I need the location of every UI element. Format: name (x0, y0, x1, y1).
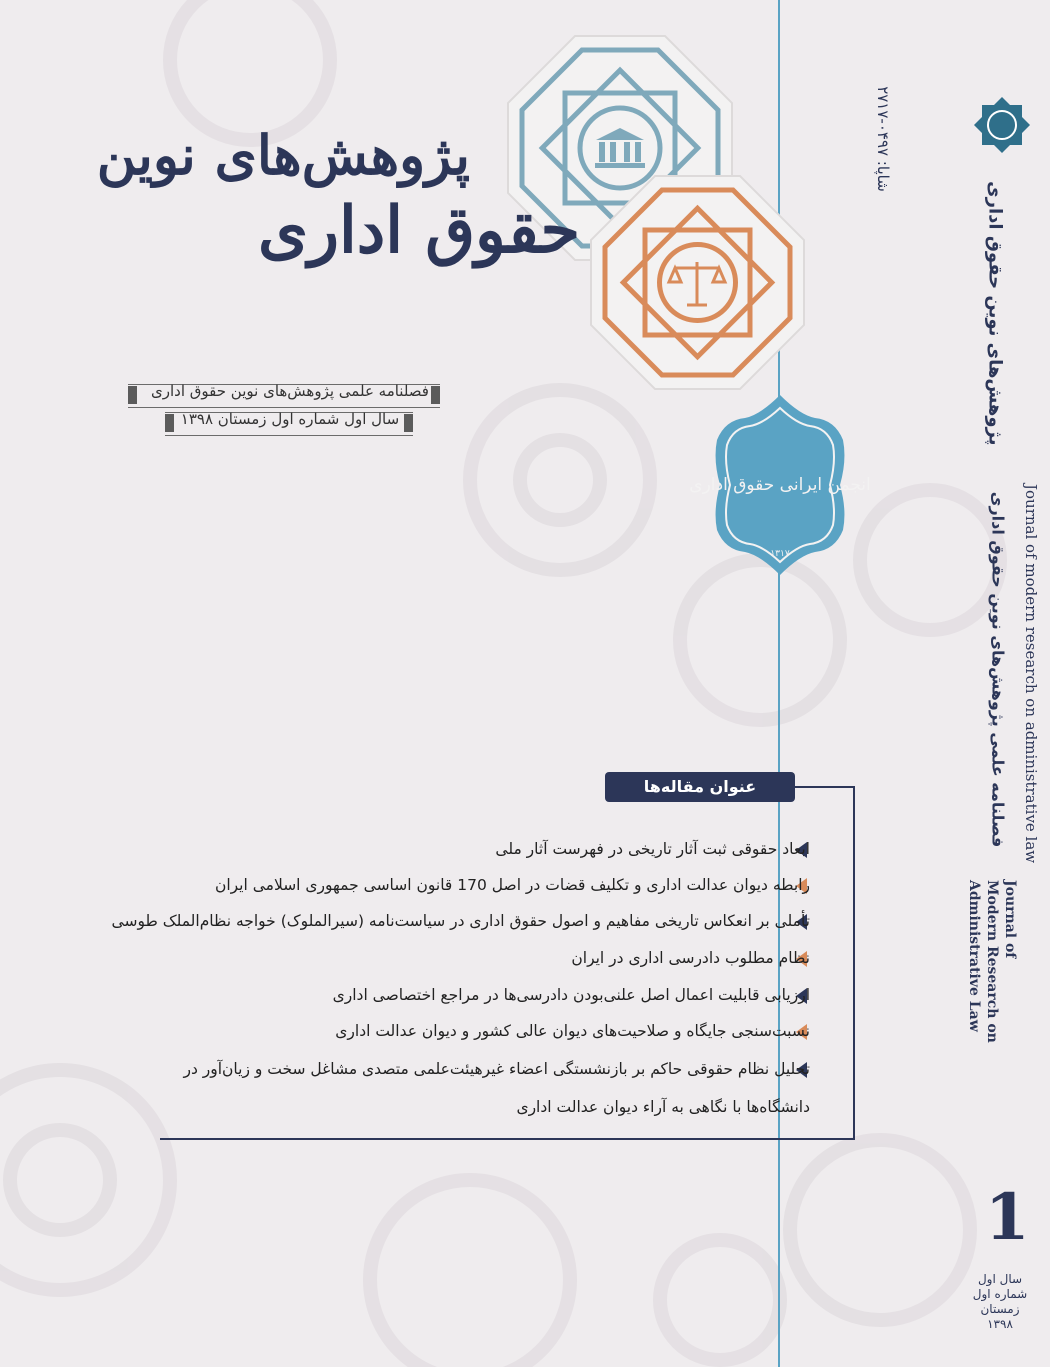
en-journal-line-3: Administrative Law (966, 880, 982, 1032)
journal-title (40, 120, 580, 272)
toc-item: تأملی بر انعکاس تاریخی مفاهیم و اصول حقوق اداری در سیاست‌نامه (سیرالملوک) خواجه نظام‌الملک طوسی (111, 912, 810, 930)
english-journal-mark (960, 880, 1020, 1043)
subtitle-line-2: سال اول شماره اول زمستان ۱۳۹۸ (180, 410, 400, 428)
issue-number: 1 (985, 1180, 1030, 1255)
issue-number-label: شماره اول (972, 1287, 1028, 1301)
spine-english-title: Journal of modern research on administrative law (1022, 484, 1040, 864)
issue-year: سال اول (977, 1272, 1023, 1286)
issue-info (970, 1272, 1030, 1332)
toc-item: ارزیابی قابلیت اعمال اصل علنی‌بودن دادرسی‌ها در مراجع اختصاصی اداری (332, 986, 810, 1004)
badge-year: ۱۳۱۷ (770, 549, 790, 559)
scales-emblem-octagon (585, 170, 810, 395)
toc-item: تحلیل نظام حقوقی حاکم بر بازنشستگی اعضاء غیرهیئت‌علمی متصدی مشاغل سخت و زیان‌آور در (183, 1060, 810, 1078)
badge-text: انجمن ایرانی حقوق اداری (689, 475, 871, 495)
subtitle-line-1: فصلنامه علمی پژوهش‌های نوین حقوق اداری (151, 382, 429, 400)
issn (858, 60, 898, 230)
issue-season: زمستان ۱۳۹۸ (980, 1302, 1020, 1331)
toc-item: نسبت‌سنجی جایگاه و صلاحیت‌های دیوان عالی کشور و دیوان عدالت اداری (335, 1022, 810, 1040)
title-line-2: حقوق اداری (258, 193, 580, 268)
association-logo-small (972, 95, 1032, 155)
title-line-1: پژوهش‌های نوین (96, 123, 470, 187)
toc-frame-right (853, 786, 855, 1140)
issn-text: شاپا: ۰۴۹۷-۲۷۱۷ (874, 86, 892, 192)
toc-frame-bottom (160, 1138, 855, 1140)
association-badge (689, 390, 871, 580)
badge-string (779, 360, 780, 392)
en-journal-line-2: Modern Research on (984, 880, 1000, 1043)
toc-item: ابعاد حقوقی ثبت آثار تاریخی در فهرست آثار ملی (495, 840, 810, 858)
toc-header: عنوان مقاله‌ها (605, 772, 795, 802)
spine-logo-title: پژوهش‌های نوین حقوق اداری (984, 181, 1006, 446)
toc-frame-top (795, 786, 855, 788)
toc-item: رابطه دیوان عدالت اداری و تکلیف قضات در اصل 170 قانون اساسی جمهوری اسلامی ایران (214, 876, 810, 894)
spine-persian-title: فصلنامه علمی پژوهش‌های نوین حقوق اداری (988, 491, 1008, 848)
toc-item: نظام مطلوب دادرسی اداری در ایران (571, 949, 810, 967)
en-journal-line-1: Journal of (1002, 880, 1018, 959)
toc-item-continuation: دانشگاه‌ها با نگاهی به آراء دیوان عدالت اداری (516, 1098, 810, 1116)
